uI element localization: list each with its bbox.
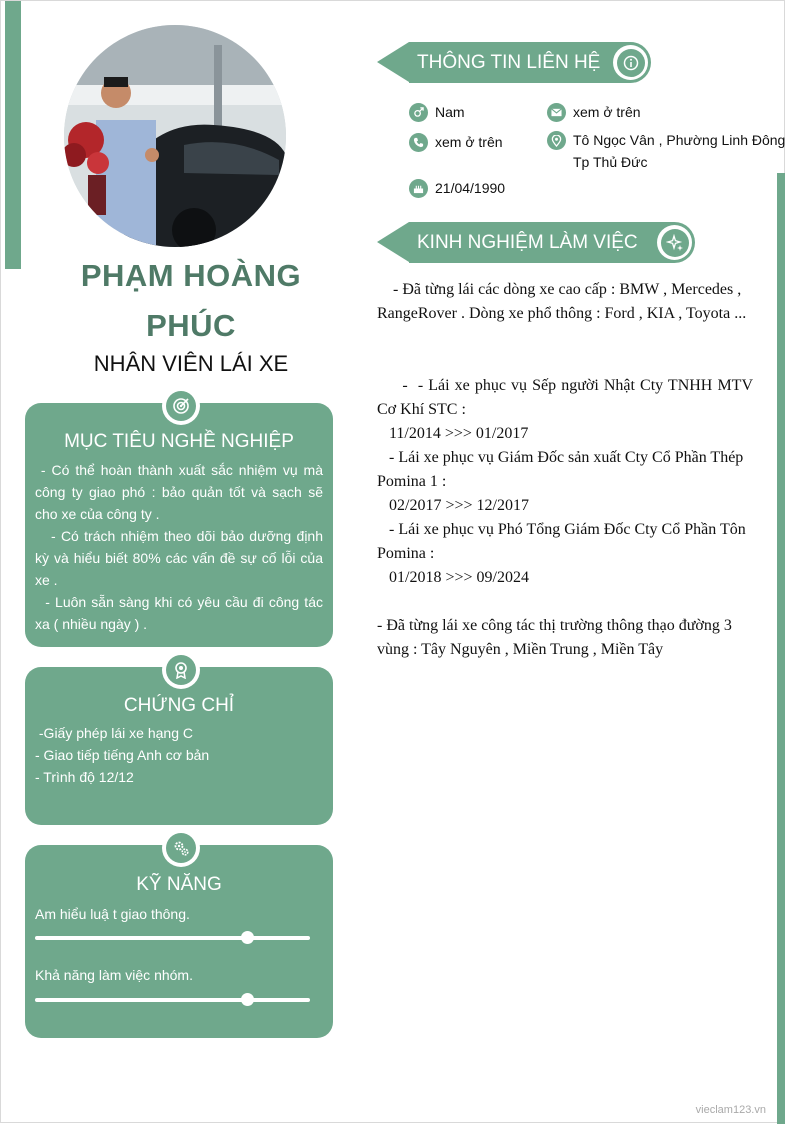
certificates-heading: CHỨNG CHỈ [123,695,235,716]
gender-icon [409,103,428,122]
experience-line [377,326,753,350]
gears-icon [162,829,200,867]
experience-line: 11/2014 >>> 01/2017 [377,425,529,442]
info-icon [613,45,648,80]
certificates-list [25,722,333,788]
skills-card [25,845,333,1038]
experience-line: 01/2018 >>> 09/2024 [377,569,529,586]
phone-value: xem ở trên [435,134,503,150]
objective-text [25,459,333,635]
experience-line: - Đã từng lái các dòng xe cao cấp : BMW , Mercedes , RangeRover . Dòng xe phổ thông : Ford , KIA , Toyota ... [377,281,747,322]
skills-heading: KỸ NĂNG [136,874,222,895]
candidate-name [31,251,351,351]
mail-icon [547,103,566,122]
objective-paragraph: - Có trách nhiệm theo dõi bảo dưỡng định kỳ và hiểu biết 80% các vấn đề sự cố lỗi của xe . [35,528,327,588]
skill-label: Khả năng làm việc nhóm. [35,967,193,983]
candidate-name-line1: PHẠM HOÀNG [80,258,302,293]
experience-text [377,278,757,662]
spacer [377,350,753,374]
objective-heading: MỤC TIÊU NGHỀ NGHIỆP [64,431,294,452]
certificate-item: - Trình độ 12/12 [35,769,134,785]
skill-label: Am hiểu luậ t giao thông. [35,906,190,922]
gender-value: Nam [435,104,465,120]
target-icon [162,387,200,425]
experience-line: - Lái xe phục vụ Giám Đốc sản xuất Cty Cổ Phần Thép Pomina 1 : [377,449,748,490]
phone-icon [409,133,428,152]
skill-bar [35,998,310,1002]
email-value: xem ở trên [573,104,641,120]
birthday-value: 21/04/1990 [435,180,506,196]
objective-card [25,403,333,647]
sparkles-icon [657,225,692,260]
objective-paragraph: - Có thể hoàn thành xuất sắc nhiệm vụ mà công ty giao phó : bảo quản tốt và sạch sẽ cho xe của công ty . [35,462,327,522]
experience-line: - Lái xe phục vụ Phó Tổng Giám Đốc Cty Cổ Phần Tôn Pomina : [377,521,750,562]
certificate-item: - Giao tiếp tiếng Anh cơ bản [35,747,210,763]
experience-section-header [377,222,695,263]
address-line: Tô Ngọc Vân , Phường Linh Đông [573,132,785,148]
location-pin-icon [547,131,566,150]
contact-section-header [377,42,651,83]
experience-line: - Đã từng lái xe công tác thị trường thông thạo đường 3 vùng : Tây Nguyên , Miền Trung , Miền Tây [377,617,736,658]
objective-paragraph: - Luôn sẵn sàng khi có yêu cầu đi công tác xa ( nhiều ngày ) . [35,594,327,632]
experience-heading: KINH NGHIỆM LÀM VIỆC [417,232,638,253]
left-accent-bar [5,1,21,269]
skill-knob [241,993,254,1006]
experience-line [377,590,753,614]
contact-heading: THÔNG TIN LIÊN HỆ [417,52,601,73]
experience-line: - - Lái xe phục vụ Sếp người Nhật Cty TNHH MTV Cơ Khí STC : [377,377,757,418]
certificates-card [25,667,333,825]
footer-site: vieclam123.vn [695,1104,766,1116]
skill-knob [241,931,254,944]
award-icon [162,651,200,689]
cake-icon [409,179,428,198]
right-accent-bar [777,173,785,1124]
address-line: Tp Thủ Đức [573,154,648,170]
profile-photo [64,25,286,247]
experience-line: 02/2017 >>> 12/2017 [377,497,529,514]
job-title: NHÂN VIÊN LÁI XE [93,351,289,376]
address-value [573,129,785,173]
certificate-item: -Giấy phép lái xe hạng C [35,725,193,741]
skill-bar [35,936,310,940]
candidate-name-line2: PHÚC [146,308,236,343]
